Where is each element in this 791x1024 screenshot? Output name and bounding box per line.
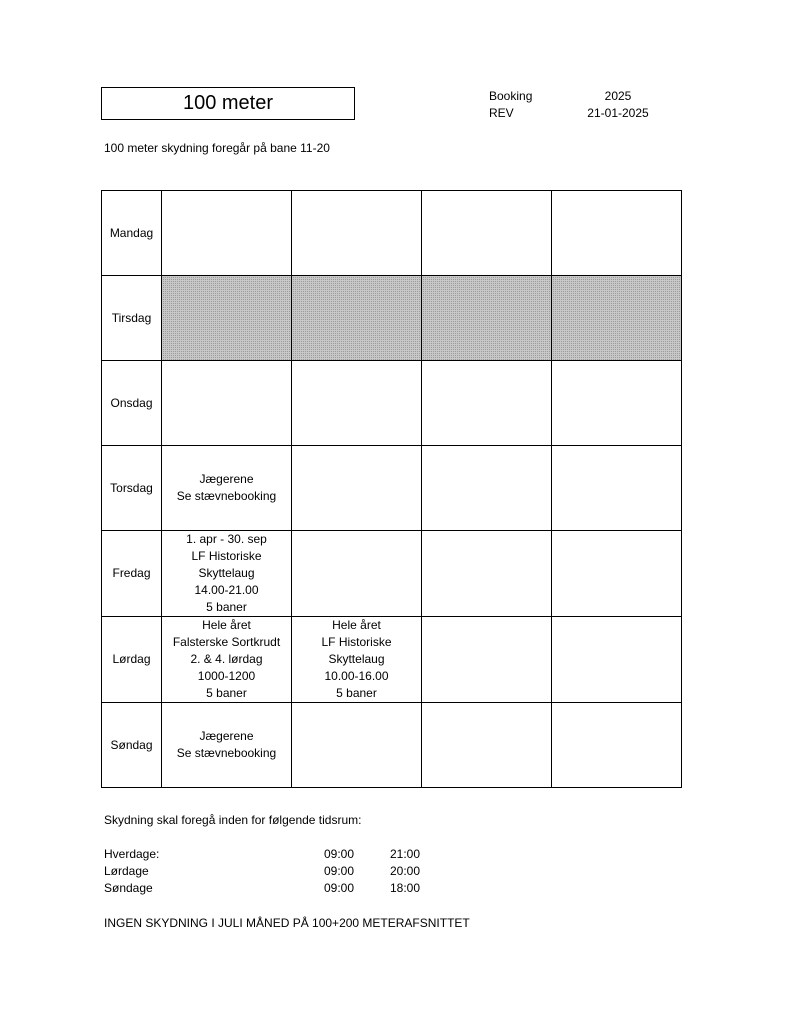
day-label: Torsdag [102,446,162,531]
schedule-cell [552,276,682,361]
day-label: Tirsdag [102,276,162,361]
schedule-cell [422,191,552,276]
cell-text: LF Historiske [321,635,392,649]
cell-text: Hele året [332,618,381,632]
schedule-cell [422,276,552,361]
schedule-cell [162,703,292,788]
schedule-row [102,531,682,617]
cell-text: 5 baner [336,686,377,700]
rule-from: 09:00 [324,847,355,861]
schedule-cell [552,531,682,617]
cell-text: LF Historiske [191,549,262,563]
schedule-row [102,617,682,703]
cell-text: 10.00-16.00 [324,669,389,683]
intro-text: 100 meter skydning foregår på bane 11-20 [104,141,330,155]
cell-text: 5 baner [206,686,247,700]
cell-text: Hele året [202,618,251,632]
schedule-cell [162,531,292,617]
rule-row-saturdays [104,864,504,881]
rules-heading: Skydning skal foregå inden for følgende tidsrum: [104,813,362,827]
schedule-cell [422,703,552,788]
schedule-cell [292,703,422,788]
schedule-cell [162,617,292,703]
cell-text: Skyttelaug [328,652,385,666]
schedule-cell [552,703,682,788]
schedule-cell [292,191,422,276]
cell-text: 2. & 4. lørdag [190,652,263,666]
schedule-row [102,276,682,361]
rule-from: 09:00 [324,881,355,895]
schedule-cell [162,191,292,276]
cell-text: 5 baner [206,600,247,614]
rule-label: Søndage [104,881,153,895]
cell-text: 14.00-21.00 [194,583,259,597]
schedule-cell [162,446,292,531]
schedule-cell [552,617,682,703]
schedule-cell [162,276,292,361]
schedule-cell [422,531,552,617]
schedule-cell [552,361,682,446]
cell-text: Se stævnebooking [176,489,277,503]
rule-row-sundays [104,881,504,898]
schedule-row [102,703,682,788]
schedule-row [102,191,682,276]
booking-label: Booking [489,89,533,103]
rule-from: 09:00 [324,864,355,878]
schedule-cell [422,617,552,703]
schedule-cell [422,446,552,531]
schedule-cell [292,276,422,361]
schedule-cell [292,361,422,446]
rule-row-weekdays [104,847,504,864]
schedule-cell [552,446,682,531]
page-title: 100 meter [101,87,355,120]
rule-label: Lørdage [104,864,149,878]
cell-text: 1000-1200 [197,669,256,683]
rule-to: 18:00 [390,881,421,895]
schedule-row [102,446,682,531]
rule-to: 20:00 [390,864,421,878]
schedule-cell [422,361,552,446]
day-label: Søndag [102,703,162,788]
schedule-body [102,191,682,788]
schedule-cell [292,531,422,617]
schedule-row [102,361,682,446]
day-label: Onsdag [102,361,162,446]
schedule-cell [162,361,292,446]
day-label: Lørdag [102,617,162,703]
rev-value: 21-01-2025 [587,106,649,120]
cell-text: 1. apr - 30. sep [186,532,267,546]
notice-text: INGEN SKYDNING I JULI MÅNED PÅ 100+200 METERAFSNITTET [104,916,470,930]
schedule-cell [552,191,682,276]
schedule-cell [292,617,422,703]
schedule-cell [292,446,422,531]
booking-value: 2025 [604,89,632,103]
cell-text: Jægerene [199,729,254,743]
rule-label: Hverdage: [104,847,160,861]
cell-text: Se stævnebooking [176,746,277,760]
day-label: Mandag [102,191,162,276]
rule-to: 21:00 [390,847,421,861]
cell-text: Skyttelaug [198,566,255,580]
cell-text: Jægerene [199,472,254,486]
day-label: Fredag [102,531,162,617]
rev-label: REV [489,106,514,120]
schedule-table [101,190,682,788]
cell-text: Falsterske Sortkrudt [172,635,281,649]
